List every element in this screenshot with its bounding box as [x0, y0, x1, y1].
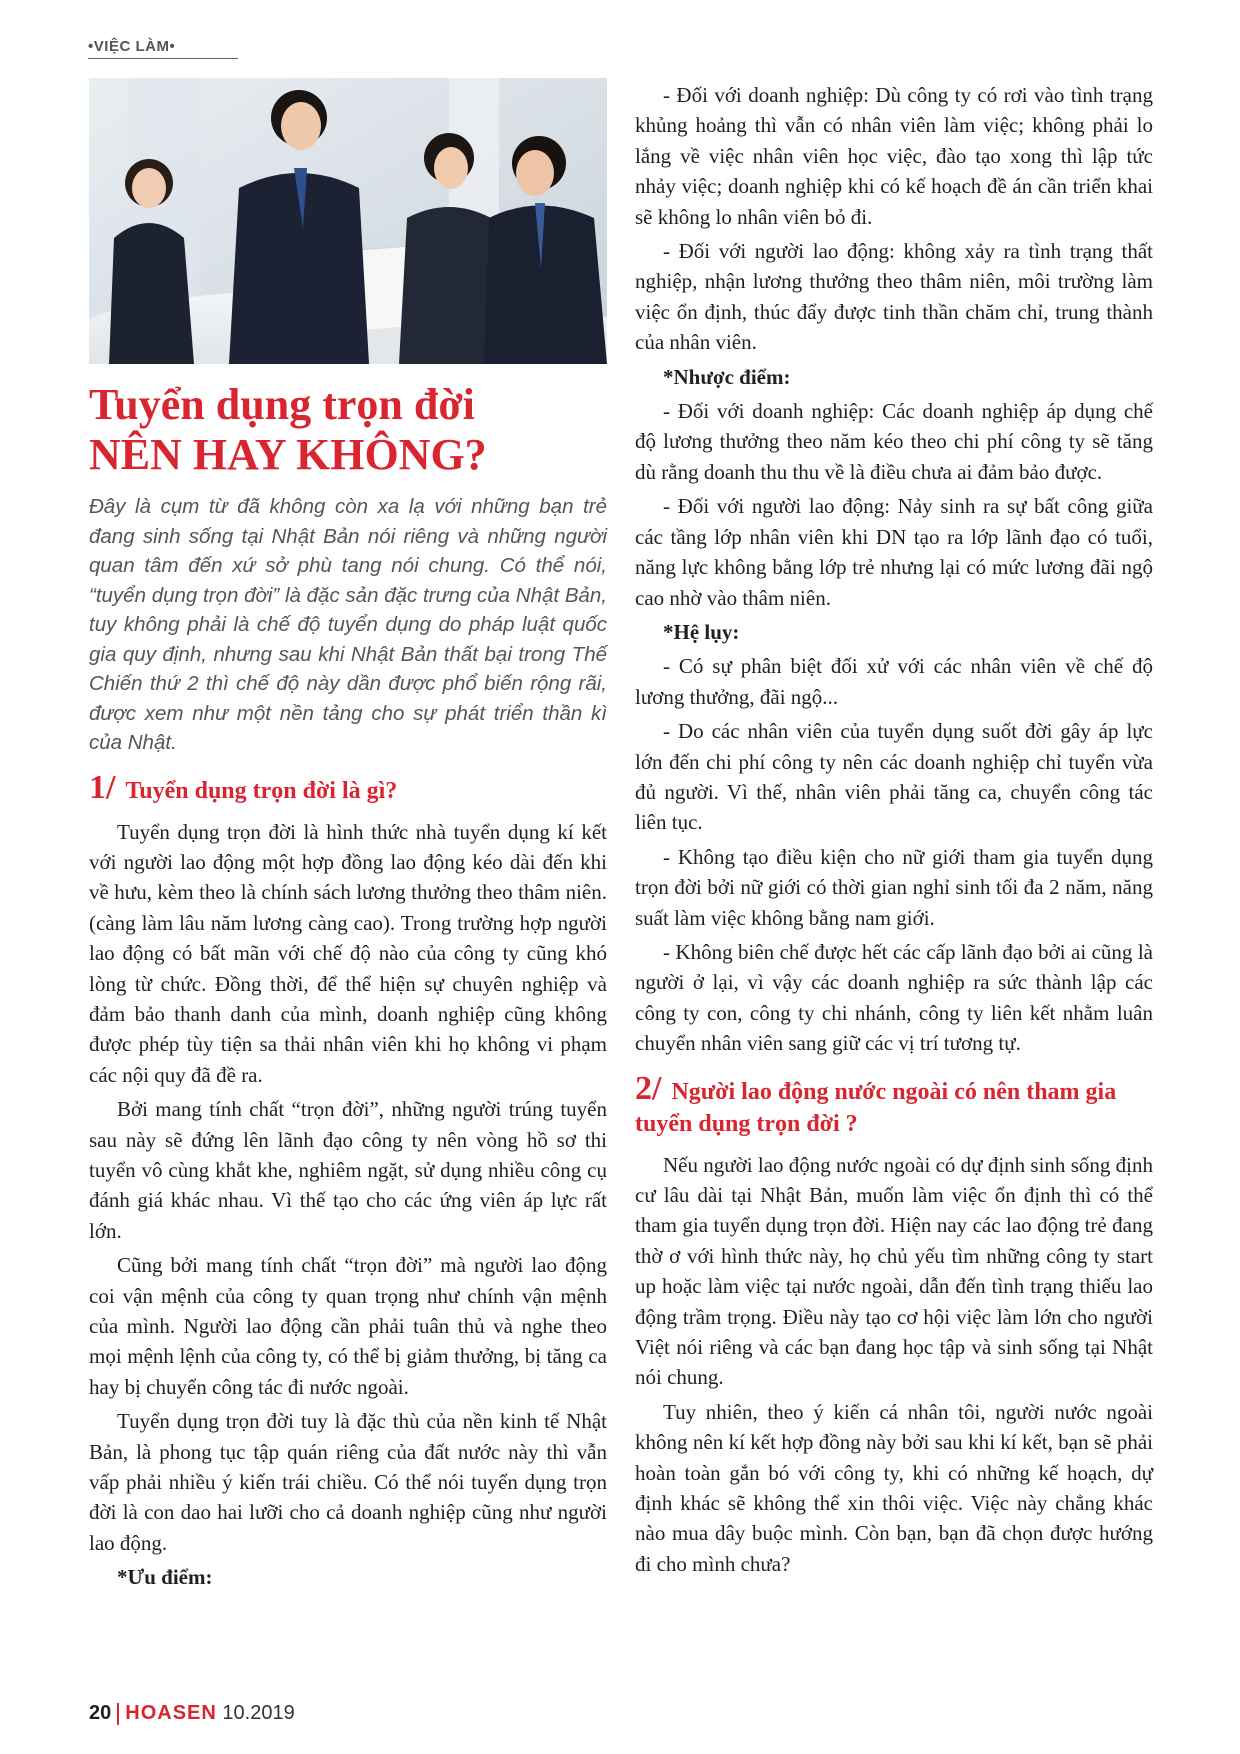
- left-column: [89, 380, 607, 1597]
- footer-divider: [117, 1703, 119, 1725]
- section-tag-label: VIỆC LÀM: [93, 38, 170, 55]
- right-column: [635, 80, 1153, 1583]
- article-photo: [89, 78, 607, 364]
- disadvantages-label: *Nhược điểm:: [663, 364, 791, 389]
- paragraph: - Không biên chế được hết các cấp lãnh đạo bởi ai cũng là người ở lại, vì vậy các doanh nghiệp ra sức thành lập các công ty con, công ty chi nhánh, công ty liên kết nhằm luân chuyển nhân viên sang giữ các vị trí tương tự.: [635, 939, 1153, 1056]
- paragraph: - Đối với doanh nghiệp: Các doanh nghiệp áp dụng chế độ lương thưởng theo năm kéo theo chi phí công ty sẽ tăng dù rằng doanh thu thu về là điều chưa ai đảm bảo được.: [635, 399, 1153, 484]
- article-title: [89, 380, 607, 480]
- paragraph: - Đối với người lao động: không xảy ra tình trạng thất nghiệp, nhận lương thưởng theo thâm niên, môi trường làm việc ổn định, thúc đẩy được tinh thần chăm chỉ, trung thành của nhân viên.: [635, 239, 1153, 355]
- heading-1-number: 1/: [89, 768, 116, 806]
- consequences-label: *Hệ lụy:: [663, 619, 740, 644]
- title-line-2: NÊN HAY KHÔNG?: [89, 430, 487, 479]
- paragraph: Tuyển dụng trọn đời tuy là đặc thù của nền kinh tế Nhật Bản, là phong tục tập quán riêng của đất nước này thì vẫn vấp phải nhiều ý kiến trái chiều. Có thể nói tuyển dụng trọn đời là con dao hai lưỡi cho cả doanh nghiệp cũng như người lao động.: [89, 1409, 607, 1555]
- issue-date: 10.2019: [222, 1702, 295, 1724]
- paragraph: - Đối với người lao động: Nảy sinh ra sự bất công giữa các tầng lớp nhân viên khi DN tạo ra lớp lãnh đạo có tuổi, năng lực không bằng lớp trẻ nhưng lại có mức lương đãi ngộ cao nhờ vào thâm niên.: [635, 494, 1153, 610]
- intro-text: Đây là cụm từ đã không còn xa lạ với những bạn trẻ đang sinh sống tại Nhật Bản nói riêng và những người quan tâm đến xứ sở phù tang nói chung. Có thể nói, “tuyển dụng trọn đời” là đặc sản đặc trưng của Nhật Bản, tuy không phải là chế độ tuyển dụng do pháp luật quốc gia quy định, nhưng sau khi Nhật Bản thất bại trong Thế Chiến thứ 2 thì chế độ này dần được phổ biến rộng rãi, được xem như một nền tảng cho sự phát triển thần kì của Nhật.: [89, 495, 607, 754]
- page-number: 20: [89, 1702, 112, 1724]
- paragraph: - Đối với doanh nghiệp: Dù công ty có rơi vào tình trạng khủng hoảng thì vẫn có nhân viên làm việc; không phải lo lắng về việc nhân viên học việc, đào tạo xong thì lập tức nhảy việc; doanh nghiệp khi có kế hoạch đề án cần triển khai sẽ không lo nhân viên bỏ đi.: [635, 83, 1153, 229]
- left-body: [89, 817, 607, 1593]
- heading-1-text: Tuyển dụng trọn đời là gì?: [125, 777, 398, 804]
- intro: [89, 492, 607, 758]
- heading-2-text: Người lao động nước ngoài có nên tham gia tuyển dụng trọn đời ?: [635, 1078, 1117, 1137]
- paragraph: - Có sự phân biệt đối xử với các nhân viên về chế độ lương thưởng, đãi ngộ...: [635, 654, 1153, 709]
- page-footer: [89, 1702, 295, 1725]
- paragraph: - Do các nhân viên của tuyển dụng suốt đời gây áp lực lớn đến chi phí công ty nên các doanh nghiệp chỉ tuyển vừa đủ người. Vì thế, nhân viên phải tăng ca, chuyển công tác liên tục.: [635, 719, 1153, 835]
- paragraph: Nếu người lao động nước ngoài có dự định sinh sống định cư lâu dài tại Nhật Bản, muốn làm việc ổn định thì có thể tham gia tuyển dụng trọn đời. Hiện nay các lao động trẻ đang thờ ơ với hình thức này, họ chủ yếu tìm những công ty start up hoặc làm việc tại nước ngoài, dẫn đến tình trạng thiếu lao động trầm trọng. Điều này tạo cơ hội việc làm lớn cho người Việt nói riêng và các bạn đang học tập và sinh sống tại Nhật nói chung.: [635, 1152, 1153, 1390]
- paragraph: - Không tạo điều kiện cho nữ giới tham gia tuyển dụng trọn đời bởi nữ giới có thời gian nghỉ sinh tối đa 2 năm, năng suất làm việc không bằng nam giới.: [635, 844, 1153, 930]
- heading-1: [89, 768, 607, 807]
- paragraph: Tuy nhiên, theo ý kiến cá nhân tôi, người nước ngoài không nên kí kết hợp đồng này bởi sau khi kí kết, bạn sẽ phải hoàn toàn gắn bó với công ty, khi có những kế hoạch, dự định khác sẽ không thể xin thôi việc. Việc này chẳng khác nào mua dây buộc mình. Còn bạn, bạn đã chọn được hướng đi cho mình chưa?: [635, 1399, 1153, 1576]
- paragraph: Bởi mang tính chất “trọn đời”, những người trúng tuyển sau này sẽ đứng lên lãnh đạo công ty nên vòng hồ sơ thi tuyển vô cùng khắt khe, nghiêm ngặt, sử dụng nhiều công cụ đánh giá khác nhau. Vì thế tạo cho các ứng viên áp lực rất lớn.: [89, 1097, 607, 1243]
- section-tag: •VIỆC LÀM•: [88, 38, 238, 59]
- advantages-label: *Ưu điểm:: [117, 1565, 213, 1590]
- paragraph: Cũng bởi mang tính chất “trọn đời” mà người lao động coi vận mệnh của công ty quan trọng như chính vận mệnh của mình. Người lao động cần phải tuân thủ và nghe theo mọi mệnh lệnh của công ty, có thể bị giảm thưởng, bị tăng ca hay bị chuyển công tác đi nước ngoài.: [89, 1253, 607, 1399]
- heading-2: [635, 1069, 1153, 1140]
- heading-2-number: 2/: [635, 1069, 662, 1107]
- title-line-1: Tuyển dụng trọn đời: [89, 380, 475, 429]
- magazine-brand: HOASEN: [125, 1702, 217, 1724]
- paragraph: Tuyển dụng trọn đời là hình thức nhà tuyển dụng kí kết với người lao động một hợp đồng lao động kéo dài đến khi về hưu, kèm theo là chính sách lương thưởng theo thâm niên. (càng làm lâu năm lương càng cao). Trong trường hợp người lao động có bất mãn với chế độ nào của công ty cũng khó lòng từ chức. Đồng thời, để thể hiện sự chuyên nghiệp và đảm bảo thanh danh của mình, doanh nghiệp cũng không được phép tùy tiện sa thải nhân viên khi họ không vi phạm các nội quy đã đề ra.: [89, 819, 607, 1087]
